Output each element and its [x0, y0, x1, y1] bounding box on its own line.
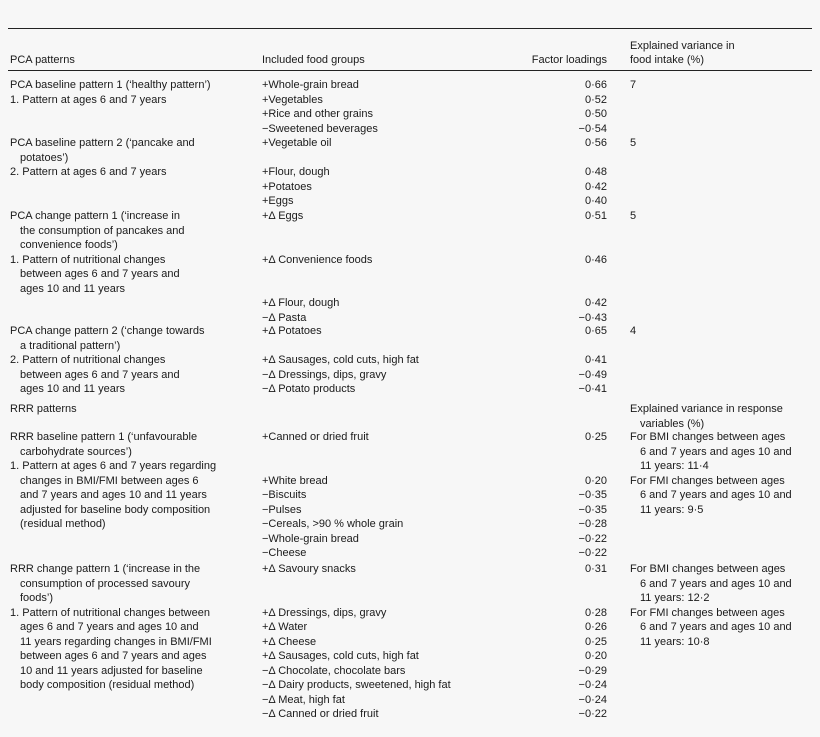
food-group: −Δ Dressings, dips, gravy	[262, 368, 387, 381]
food-group: +Rice and other grains	[262, 108, 373, 120]
pattern-text: 1. Pattern of nutritional changes between	[10, 606, 210, 619]
header-rule	[8, 70, 812, 71]
factor-loading	[512, 445, 607, 460]
factor-loading: −0·35	[578, 489, 607, 501]
pattern-description	[10, 430, 250, 532]
pattern-text: 1. Pattern at ages 6 and 7 years regarding	[10, 460, 217, 472]
food-group: −Δ Chocolate, chocolate bars	[262, 664, 406, 677]
pattern-text: 1. Pattern of nutritional changes	[10, 253, 166, 266]
pattern-description	[10, 324, 250, 397]
factor-loading: −0·22	[578, 532, 607, 545]
factor-loadings-cell	[512, 402, 607, 417]
pattern-text: ages 10 and 11 years	[20, 383, 125, 395]
food-group: +Δ Potatoes	[262, 325, 322, 337]
pattern-text: 2. Pattern of nutritional changes	[10, 354, 166, 366]
factor-loading: −0·43	[578, 311, 607, 324]
food-group: −Pulses	[262, 503, 302, 516]
food-group: +Δ Convenience foods	[262, 253, 373, 266]
pattern-text: PCA change pattern 1 (‘increase in	[10, 210, 180, 222]
factor-loading: 0·65	[584, 325, 607, 337]
food-group: −Cheese	[262, 547, 307, 559]
factor-loadings-cell	[512, 78, 607, 136]
food-group	[262, 151, 512, 166]
factor-loadings-cell	[512, 430, 607, 561]
food-group: +Δ Eggs	[262, 210, 304, 222]
factor-loading: 0·46	[584, 253, 607, 266]
food-group: −Δ Meat, high fat	[262, 693, 345, 706]
food-group: +Vegetables	[262, 93, 323, 106]
pattern-text: body composition (residual method)	[20, 679, 195, 691]
explained-variance: 11 years: 10·8	[640, 635, 710, 648]
factor-loading	[512, 238, 607, 253]
explained-variance-cell	[630, 209, 820, 224]
factor-loading: 0·66	[584, 79, 607, 91]
pattern-text: 2. Pattern at ages 6 and 7 years	[10, 166, 167, 178]
pattern-text: RRR patterns	[10, 403, 77, 415]
factor-loading: −0·22	[578, 547, 607, 559]
food-group	[262, 459, 512, 474]
factor-loading: −0·24	[578, 679, 607, 691]
food-groups-cell	[262, 209, 512, 325]
factor-loading: 0·42	[584, 180, 607, 193]
pattern-text: potatoes’)	[20, 151, 69, 164]
factor-loading	[512, 282, 607, 297]
pattern-text: between ages 6 and 7 years and ages	[20, 650, 207, 662]
food-group	[262, 238, 512, 253]
explained-variance-cell	[630, 136, 820, 151]
factor-loadings-cell	[512, 324, 607, 397]
food-group: +Vegetable oil	[262, 137, 332, 149]
food-group	[262, 402, 512, 417]
explained-variance: 6 and 7 years and ages 10 and	[640, 445, 792, 458]
factor-loading: −0·28	[578, 518, 607, 530]
food-group	[262, 339, 512, 354]
explained-variance: 11 years: 9·5	[640, 503, 704, 516]
explained-variance-cell	[630, 324, 820, 339]
food-group	[262, 445, 512, 460]
food-group	[262, 267, 512, 282]
food-group	[262, 224, 512, 239]
pattern-text: foods’)	[20, 592, 54, 604]
factor-loading: 0·51	[584, 210, 607, 222]
explained-variance: 5	[630, 137, 637, 149]
food-group: −Δ Canned or dried fruit	[262, 708, 379, 720]
pattern-text: ages 10 and 11 years	[20, 282, 125, 295]
pattern-description	[10, 209, 250, 296]
food-group: +Δ Sausages, cold cuts, high fat	[262, 354, 419, 366]
pattern-text: the consumption of pancakes and	[20, 224, 185, 237]
explained-variance: 4	[630, 325, 637, 337]
factor-loading: 0·41	[584, 354, 607, 366]
factor-loading: 0·26	[584, 621, 607, 633]
explained-variance: For BMI changes between ages	[630, 563, 786, 575]
food-group	[262, 577, 512, 592]
food-group: −Whole-grain bread	[262, 532, 359, 545]
food-group: −Δ Pasta	[262, 311, 307, 324]
factor-loading: −0·54	[578, 122, 607, 135]
food-groups-cell	[262, 136, 512, 209]
factor-loading: −0·35	[578, 503, 607, 516]
pattern-text: between ages 6 and 7 years and	[20, 368, 180, 381]
factor-loading	[512, 151, 607, 166]
factor-loading: 0·31	[584, 563, 607, 575]
explained-variance-cell	[630, 430, 820, 517]
factor-loading	[512, 459, 607, 474]
explained-variance: For FMI changes between ages	[630, 606, 785, 619]
food-group: −Sweetened beverages	[262, 122, 378, 135]
factor-loading: −0·22	[578, 708, 607, 720]
pattern-description	[10, 78, 250, 107]
pattern-text: adjusted for baseline body composition	[20, 503, 211, 516]
pattern-text: RRR baseline pattern 1 (‘unfavourable	[10, 431, 198, 443]
factor-loading	[512, 267, 607, 282]
pattern-description	[10, 562, 250, 693]
pattern-text: PCA baseline pattern 1 (‘healthy pattern’)	[10, 79, 211, 91]
pattern-text: and 7 years and ages 10 and 11 years	[20, 489, 207, 501]
factor-loadings-cell	[512, 562, 607, 722]
explained-variance: 5	[630, 210, 637, 222]
factor-loading: 0·25	[584, 431, 607, 443]
pattern-text: (residual method)	[20, 518, 106, 530]
explained-variance: 7	[630, 79, 637, 91]
pattern-text: RRR change pattern 1 (‘increase in the	[10, 563, 201, 575]
food-group: +Δ Water	[262, 621, 308, 633]
factor-loading: −0·29	[578, 664, 607, 677]
pattern-text: ages 6 and 7 years and ages 10 and	[20, 621, 199, 633]
pattern-text: convenience foods’)	[20, 239, 118, 251]
explained-variance: Explained variance in response	[630, 403, 783, 415]
pattern-text: PCA change pattern 2 (‘change towards	[10, 325, 205, 337]
header-pca-patterns: PCA patterns	[10, 54, 75, 66]
factor-loading: 0·52	[584, 93, 607, 106]
top-rule	[8, 28, 812, 29]
pattern-text: 11 years regarding changes in BMI/FMI	[20, 635, 212, 648]
pattern-description	[10, 402, 250, 417]
header-explained-variance	[630, 39, 735, 67]
food-group: −Cereals, >90 % whole grain	[262, 518, 404, 530]
header-explained-variance-line2: food intake (%)	[630, 54, 704, 66]
factor-loading: 0·50	[584, 108, 607, 120]
factor-loadings-cell	[512, 136, 607, 209]
factor-loading: 0·25	[584, 635, 607, 648]
explained-variance: 11 years: 12·2	[640, 592, 710, 604]
factor-loading	[512, 339, 607, 354]
factor-loading: 0·48	[584, 166, 607, 178]
factor-loading: 0·20	[584, 474, 607, 487]
food-group	[262, 591, 512, 606]
food-group: +Δ Sausages, cold cuts, high fat	[262, 650, 419, 662]
food-group: +White bread	[262, 474, 328, 487]
pattern-text: consumption of processed savoury	[20, 577, 190, 590]
food-group: +Δ Flour, dough	[262, 297, 340, 309]
factor-loading	[512, 577, 607, 592]
food-group: +Eggs	[262, 195, 294, 207]
header-explained-variance-line1: Explained variance in	[630, 40, 735, 52]
pattern-text: 10 and 11 years adjusted for baseline	[20, 664, 203, 677]
factor-loading: −0·41	[578, 383, 607, 395]
factor-loading: 0·28	[584, 606, 607, 619]
explained-variance: 6 and 7 years and ages 10 and	[640, 489, 792, 501]
factor-loading	[512, 591, 607, 606]
pattern-text: between ages 6 and 7 years and	[20, 268, 180, 280]
food-groups-cell	[262, 324, 512, 397]
food-group: +Δ Savoury snacks	[262, 563, 356, 575]
header-food-groups: Included food groups	[262, 54, 365, 66]
food-group	[262, 282, 512, 297]
food-group: +Δ Dressings, dips, gravy	[262, 606, 387, 619]
pattern-text: carbohydrate sources’)	[20, 445, 132, 458]
header-factor-loadings: Factor loadings	[531, 54, 607, 66]
pattern-text: 1. Pattern at ages 6 and 7 years	[10, 93, 167, 106]
food-groups-cell	[262, 78, 512, 136]
factor-loading: 0·40	[584, 195, 607, 207]
food-group: −Δ Dairy products, sweetened, high fat	[262, 679, 451, 691]
explained-variance-cell	[630, 78, 820, 93]
pattern-description	[10, 136, 250, 180]
food-group: +Canned or dried fruit	[262, 431, 369, 443]
food-group: −Biscuits	[262, 489, 307, 501]
factor-loading: −0·24	[578, 693, 607, 706]
explained-variance: 6 and 7 years and ages 10 and	[640, 621, 792, 633]
explained-variance: 6 and 7 years and ages 10 and	[640, 577, 792, 590]
factor-loading: 0·56	[584, 137, 607, 149]
explained-variance: 11 years: 11·4	[640, 460, 709, 472]
food-group: −Δ Potato products	[262, 383, 356, 395]
pattern-text: a traditional pattern’)	[20, 339, 121, 352]
food-group: +Potatoes	[262, 180, 312, 193]
food-group: +Flour, dough	[262, 166, 330, 178]
factor-loading	[512, 402, 607, 417]
food-group: +Δ Cheese	[262, 635, 317, 648]
explained-variance: variables (%)	[640, 417, 705, 430]
food-groups-cell	[262, 562, 512, 722]
food-group: +Whole-grain bread	[262, 79, 359, 91]
food-groups-cell	[262, 402, 512, 417]
pattern-text: PCA baseline pattern 2 (‘pancake and	[10, 137, 195, 149]
factor-loading: 0·42	[584, 297, 607, 309]
factor-loading: −0·49	[578, 368, 607, 381]
explained-variance-cell	[630, 562, 820, 649]
factor-loadings-cell	[512, 209, 607, 325]
food-groups-cell	[262, 430, 512, 561]
explained-variance: For BMI changes between ages	[630, 431, 786, 443]
pattern-text: changes in BMI/FMI between ages 6	[20, 474, 199, 487]
explained-variance-cell	[630, 402, 820, 431]
factor-loading: 0·20	[584, 650, 607, 662]
factor-loading	[512, 224, 607, 239]
explained-variance: For FMI changes between ages	[630, 474, 785, 487]
